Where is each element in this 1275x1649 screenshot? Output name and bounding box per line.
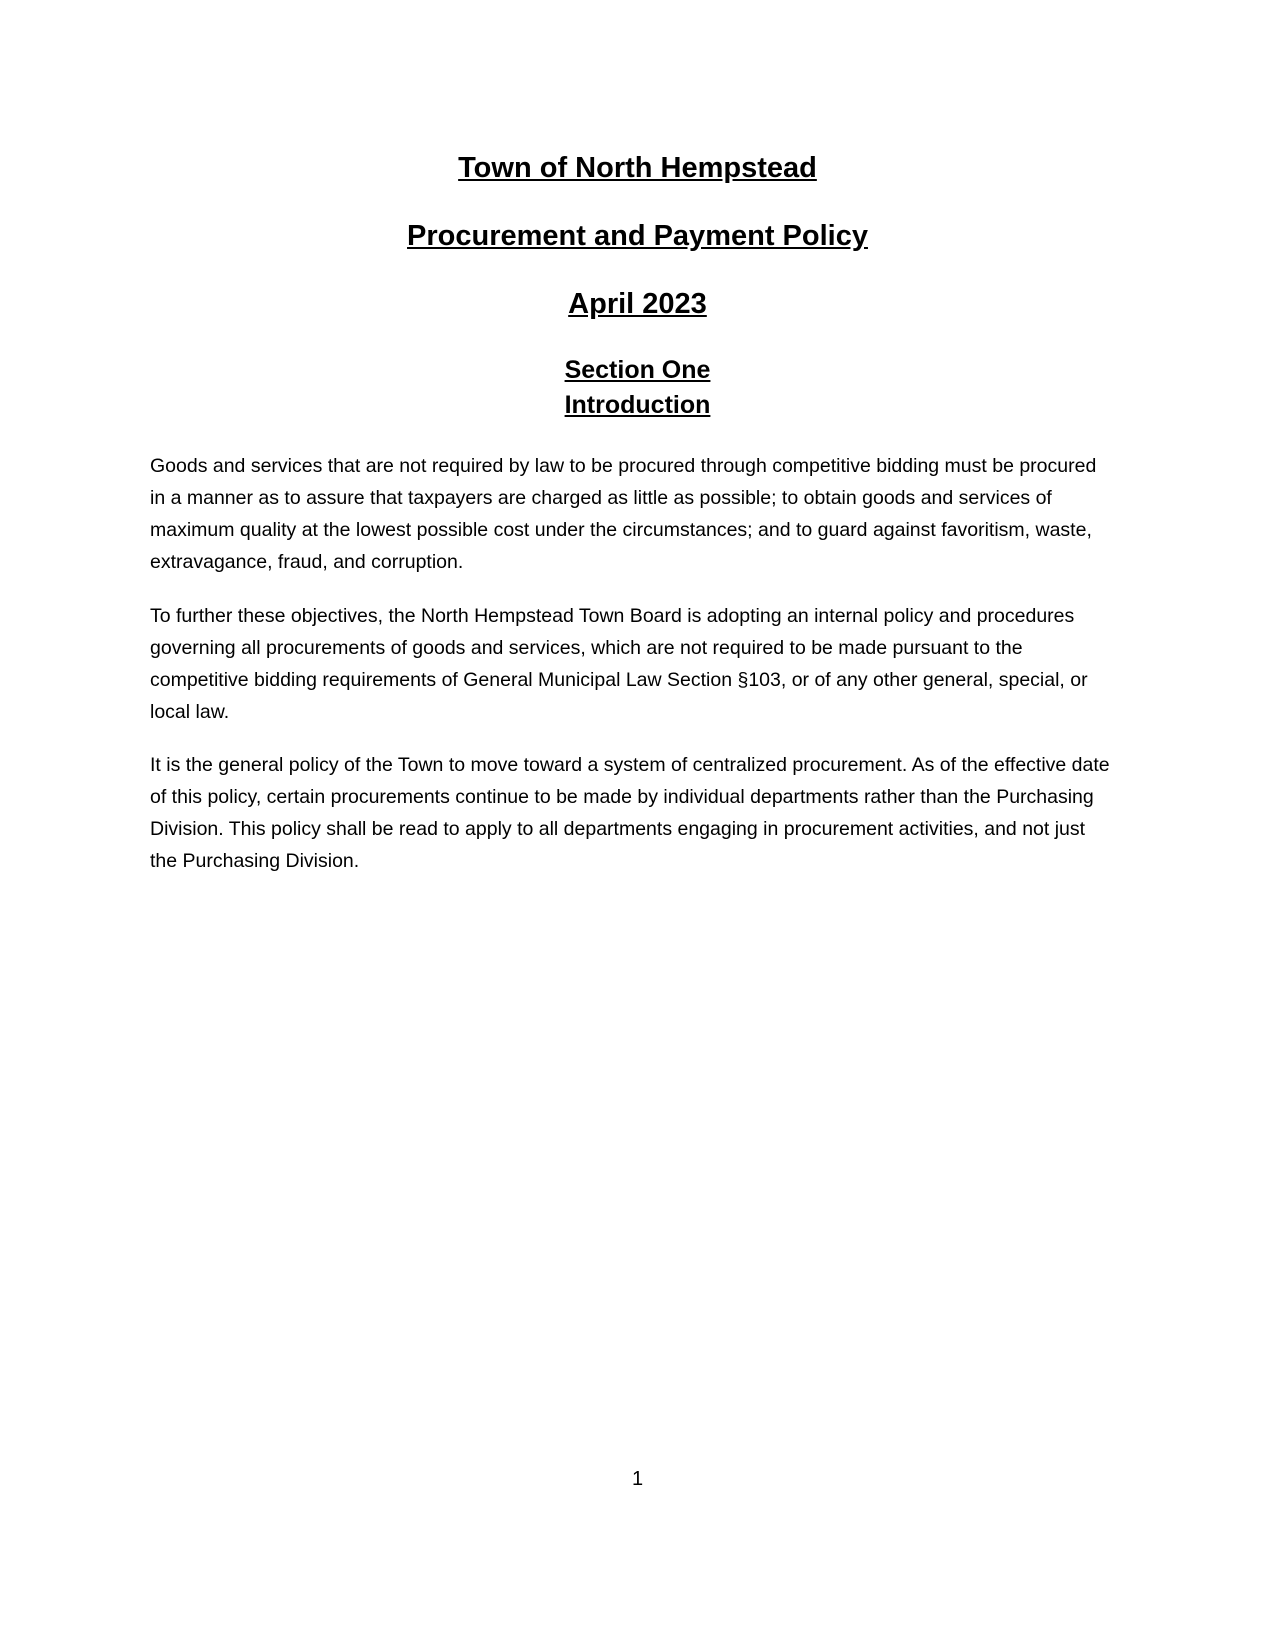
page-number: 1 [631,1468,644,1490]
paragraph: To further these objectives, the North Hempstead Town Board is adopting an internal policy and procedures governing all procurements of goods and services, which are not required to be made pursuant to the competitive bidding requirements of General Municipal Law Section §103, or of any other general, special, or local law. [150,605,1088,723]
section-title: Introduction [564,391,711,419]
document-subtitle: Procurement and Payment Policy [407,220,868,252]
section-number: Section One [564,356,711,384]
paragraph: It is the general policy of the Town to move toward a system of centralized procurement. As of the effective date of this policy, certain procurements continue to be made by individual departments rather than the Purchasing Division. This policy shall be read to apply to all departments engaging in procurement activities, and not just the Purchasing Division. [150,754,1110,872]
document-title: Town of North Hempstead [458,152,817,184]
document-date: April 2023 [568,288,707,320]
paragraph: Goods and services that are not required by law to be procured through competitive bidding must be procured in a manner as to assure that taxpayers are charged as little as possible; to obtain goods and services of maximum quality at the lowest possible cost under the circumstances; and to guard against favoritism, waste, extravagance, fraud, and corruption. [150,455,1097,573]
